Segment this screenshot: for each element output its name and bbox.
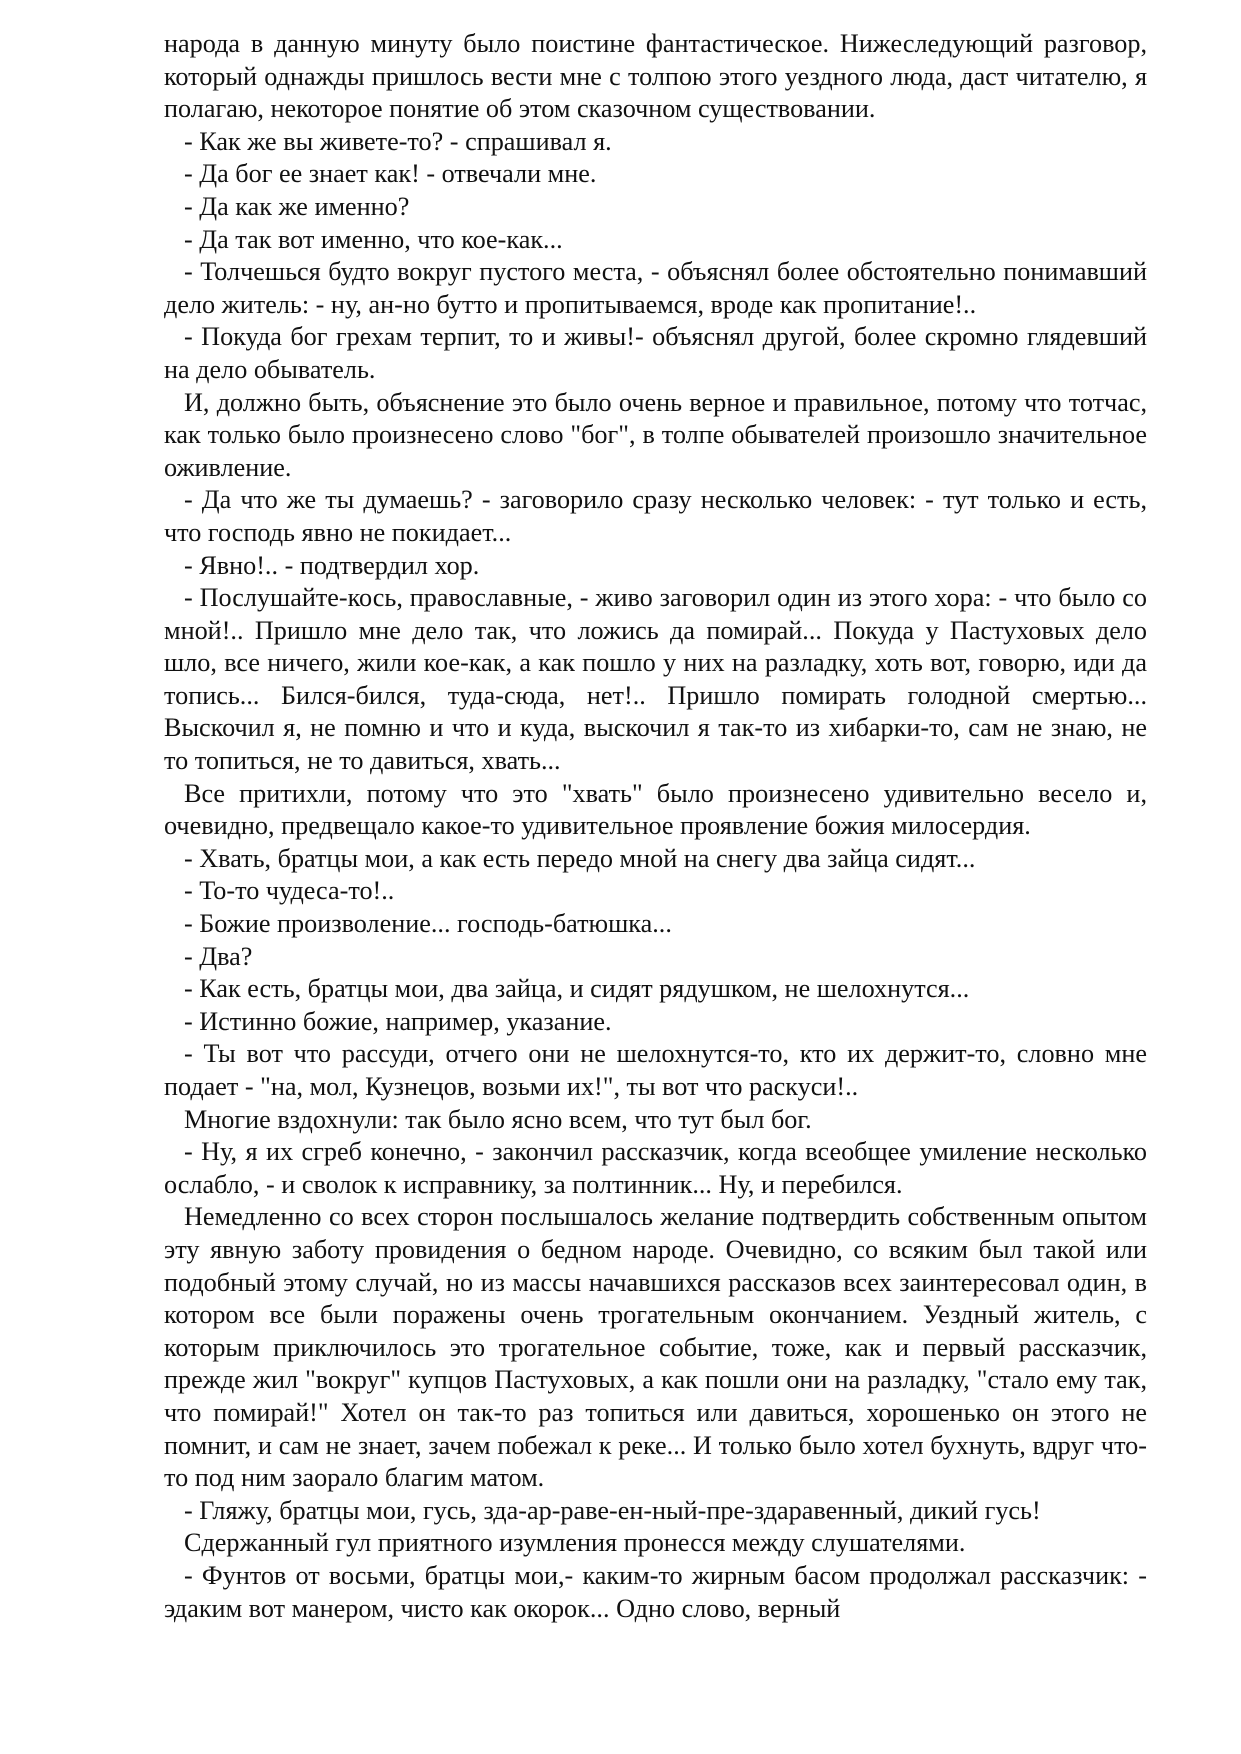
- dialogue-line: - То-то чудеса-то!..: [184, 876, 395, 906]
- dialogue-line: - Гляжу, братцы мои, гусь, зда-ар-раве-ен-ный-пре-здаравенный, дикий гусь!: [184, 1495, 1041, 1525]
- dialogue-line: - Как есть, братцы мои, два зайца, и сидят рядушком, не шелохнутся...: [184, 974, 970, 1004]
- dialogue-line: - Покуда бог грехам терпит, то и живы!- объяснял другой, более скромно глядевший на дело обыватель.: [164, 322, 1147, 384]
- dialogue-line: - Божие произволение... господь-батюшка...: [184, 909, 672, 939]
- dialogue-line: - Хвать, братцы мои, а как есть передо мной на снегу два зайца сидят...: [184, 843, 976, 873]
- dialogue-line: - Ты вот что рассуди, отчего они не шелохнутся-то, кто их держит-то, словно мне подает - "на, мол, Кузнецов, возьми их!", ты вот что раскуси!..: [164, 1039, 1147, 1101]
- dialogue-line: - Да как же именно?: [184, 191, 410, 221]
- paragraph: народа в данную минуту было поистине фантастическое. Нижеследующий разговор, который однажды пришлось вести мне с толпою этого уездного люда, даст читателю, я полагаю, некоторое понятие об этом сказочном существовании.: [164, 29, 1147, 124]
- dialogue-line: - Явно!.. - подтвердил хор.: [184, 550, 480, 580]
- dialogue-line: - Да так вот именно, что кое-как...: [184, 224, 563, 254]
- paragraph: Сдержанный гул приятного изумления пронесся между слушателями.: [184, 1528, 966, 1558]
- dialogue-line: - Истинно божие, например, указание.: [184, 1006, 612, 1036]
- dialogue-line: - Два?: [184, 941, 253, 971]
- document-page: [164, 28, 1147, 1625]
- dialogue-line: - Толчешься будто вокруг пустого места, - объяснял более обстоятельно понимавший дело житель: - ну, ан-но бутто и пропитываемся, вроде как пропитание!..: [164, 257, 1147, 319]
- dialogue-line: - Да что же ты думаешь? - заговорило сразу несколько человек: - тут только и есть, что господь явно не покидает...: [164, 485, 1147, 547]
- dialogue-line: - Как же вы живете-то? - спрашивал я.: [184, 126, 612, 156]
- dialogue-line: - Да бог ее знает как! - отвечали мне.: [184, 159, 597, 189]
- paragraph: Многие вздохнули: так было ясно всем, что тут был бог.: [184, 1104, 812, 1134]
- dialogue-line: - Фунтов от восьми, братцы мои,- каким-то жирным басом продолжал рассказчик: - эдаким вот манером, чисто как окорок... Одно слово, верный: [164, 1560, 1147, 1623]
- paragraph: Все притихли, потому что это "хвать" было произнесено удивительно весело и, очевидно, предвещало какое-то удивительное проявление божия милосердия.: [164, 778, 1147, 841]
- paragraph: И, должно быть, объяснение это было очень верное и правильное, потому что тотчас, как только было произнесено слово "бог", в толпе обывателей произошло значительное оживление.: [164, 387, 1147, 482]
- dialogue-line: - Послушайте-кось, православные, - живо заговорил один из этого хора: - что было со мной!.. Пришло мне дело так, что ложись да помирай... Покуда у Пастуховых дело шло, все ничего, жили кое-как, а как пошло у них на разладку, хоть вот, говорю, иди да топись... Бился-бился, туда-сюда, нет!.. Пришло помирать голодной смертью... Выскочил я, не помню и что и куда, выскочил я так-то из хибарки-то, сам не знаю, не то топиться, не то давиться, хвать...: [164, 583, 1147, 776]
- dialogue-line: - Ну, я их сгреб конечно, - закончил рассказчик, когда всеобщее умиление несколько ослабло, - и сволок к исправнику, за полтинник... Ну, и перебился.: [164, 1137, 1147, 1199]
- paragraph: Немедленно со всех сторон послышалось желание подтвердить собственным опытом эту явную заботу провидения о бедном народе. Очевидно, со всяким был такой или подобный этому случай, но из массы начавшихся рассказов всех заинтересовал один, в котором все были поражены очень трогательным окончанием. Уездный житель, с которым приключилось это трогательное событие, тоже, как и первый рассказчик, прежде жил "вокруг" купцов Пастуховых, а как пошли они на разладку, "стало ему так, что помирай!" Хотел он так-то раз топиться или давиться, хорошенько он этого не помнит, и сам не знает, зачем побежал к реке... И только было хотел бухнуть, вдруг что-то под ним заорало благим матом.: [164, 1202, 1147, 1493]
